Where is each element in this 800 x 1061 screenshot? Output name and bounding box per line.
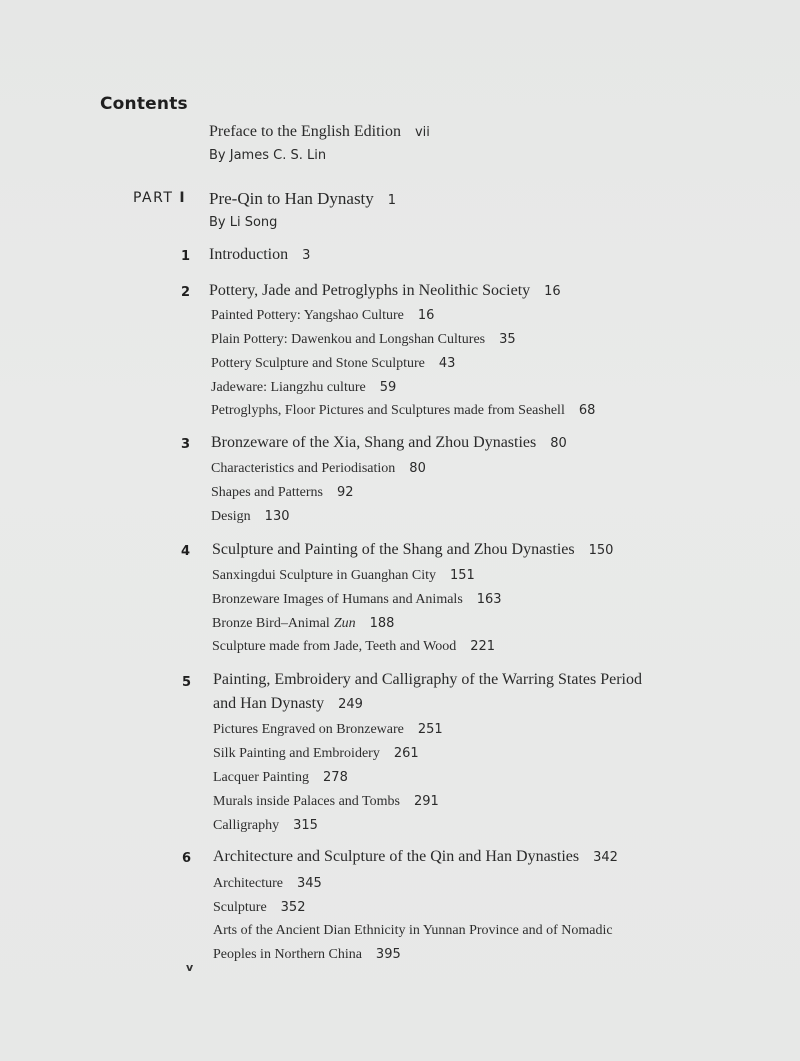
preface-byline: By James C. S. Lin	[209, 148, 327, 163]
section-entry	[212, 590, 502, 608]
section-page: 92	[336, 485, 354, 500]
chapter-5-page: 249	[338, 697, 363, 712]
section-title: Pottery Sculpture and Stone Sculpture	[211, 356, 425, 371]
section-title: Sculpture made from Jade, Teeth and Wood	[212, 639, 457, 654]
section-title: Petroglyphs, Floor Pictures and Sculptures made from Seashell	[211, 403, 565, 418]
section-title: Bronze Bird–Animal	[212, 616, 330, 631]
section-entry	[211, 354, 455, 372]
chapter-3-number: 3	[180, 437, 190, 452]
section-entry	[212, 614, 394, 632]
chapter-4-title: Sculpture and Painting of the Shang and Zhou Dynasties	[212, 541, 575, 558]
chapter-5-title: Painting, Embroidery and Calligraphy of the Warring States Period	[213, 671, 642, 688]
section-title: Sanxingdui Sculpture in Guanghan City	[212, 568, 436, 583]
section-page: 291	[413, 794, 439, 809]
chapter-6-entry	[213, 848, 618, 866]
chapter-5-title-line1	[213, 671, 642, 689]
page-number-footer: v	[186, 961, 194, 974]
section-page: 261	[393, 746, 419, 761]
section-page: 352	[280, 900, 306, 915]
section-page: 251	[417, 722, 443, 737]
section-page: 35	[499, 332, 516, 347]
chapter-2-entry	[209, 282, 561, 300]
section-title: Pictures Engraved on Bronzeware	[213, 722, 404, 737]
section-title: Jadeware: Liangzhu culture	[211, 380, 366, 395]
preface-entry	[209, 123, 430, 141]
section-title: Arts of the Ancient Dian Ethnicity in Yunnan Province and of Nomadic	[213, 923, 613, 938]
chapter-4-number: 4	[180, 544, 190, 559]
section-page: 151	[449, 568, 475, 583]
contents-heading: Contents	[100, 94, 188, 114]
chapter-3-page: 80	[550, 436, 567, 451]
section-entry	[211, 483, 354, 501]
part-page: 1	[387, 193, 397, 208]
chapter-2-number: 2	[180, 285, 190, 300]
chapter-5-title-line2	[213, 695, 363, 713]
chapter-4-page: 150	[588, 543, 614, 558]
section-entry	[213, 792, 439, 810]
section-title: Painted Pottery: Yangshao Culture	[211, 308, 404, 323]
section-entry	[211, 330, 516, 348]
section-page: 315	[293, 818, 318, 833]
section-entry	[211, 401, 595, 419]
section-title: Bronzeware Images of Humans and Animals	[212, 592, 463, 607]
section-page: 43	[438, 356, 456, 371]
section-title: Calligraphy	[213, 818, 280, 833]
chapter-5-title-cont: and Han Dynasty	[213, 695, 325, 712]
chapter-6-number: 6	[181, 851, 191, 866]
part-title-entry	[209, 189, 396, 209]
section-entry	[213, 816, 318, 834]
section-entry	[213, 768, 348, 786]
section-page: 163	[476, 592, 502, 607]
part-title: Pre-Qin to Han Dynasty	[209, 189, 374, 208]
section-title: Architecture	[213, 876, 283, 891]
section-entry	[212, 637, 495, 655]
section-entry-line1	[213, 921, 613, 939]
section-entry	[213, 744, 419, 762]
section-entry	[211, 459, 426, 477]
chapter-6-page: 342	[593, 850, 618, 865]
section-title: Plain Pottery: Dawenkou and Longshan Cultures	[211, 332, 486, 347]
section-entry	[211, 378, 396, 396]
section-title: Shapes and Patterns	[211, 485, 323, 500]
part-label	[133, 190, 186, 206]
chapter-2-title: Pottery, Jade and Petroglyphs in Neolithic Society	[209, 282, 531, 299]
preface-page: vii	[414, 125, 430, 140]
chapter-1-page: 3	[302, 248, 311, 263]
section-title: Design	[211, 509, 251, 524]
section-page: 68	[578, 403, 596, 418]
chapter-5-number: 5	[181, 675, 191, 690]
chapter-2-page: 16	[544, 284, 561, 299]
chapter-4-entry	[212, 541, 613, 559]
section-title: Silk Painting and Embroidery	[213, 746, 380, 761]
section-entry	[213, 898, 305, 916]
section-entry	[211, 306, 434, 324]
section-page: 16	[417, 308, 435, 323]
section-page: 345	[296, 876, 322, 891]
section-page: 130	[264, 509, 290, 524]
section-entry-line2	[213, 945, 401, 963]
chapter-1-number: 1	[180, 249, 190, 264]
chapter-3-title: Bronzeware of the Xia, Shang and Zhou Dynasties	[211, 434, 537, 451]
preface-title: Preface to the English Edition	[209, 123, 401, 140]
section-entry	[213, 720, 443, 738]
section-title: Lacquer Painting	[213, 770, 310, 785]
section-page: 278	[323, 770, 348, 785]
section-page: 59	[379, 380, 397, 395]
section-entry	[213, 874, 322, 892]
part-label-text: PART	[133, 190, 174, 206]
section-title: Murals inside Palaces and Tombs	[213, 794, 400, 809]
part-numeral: I	[179, 190, 187, 206]
section-title: Sculpture	[213, 900, 267, 915]
chapter-6-title: Architecture and Sculpture of the Qin and Han Dynasties	[213, 848, 580, 865]
section-title: Characteristics and Periodisation	[211, 461, 396, 476]
chapter-3-entry	[211, 434, 567, 452]
section-title-italic: Zun	[333, 616, 356, 631]
section-entry	[212, 566, 475, 584]
section-page: 188	[369, 616, 395, 631]
section-entry	[211, 507, 290, 525]
section-page: 80	[409, 461, 426, 476]
section-title-cont: Peoples in Northern China	[213, 947, 362, 962]
chapter-1-entry	[209, 246, 310, 264]
part-byline: By Li Song	[209, 215, 278, 230]
section-page: 395	[375, 947, 401, 962]
chapter-1-title: Introduction	[209, 246, 289, 263]
section-page: 221	[470, 639, 496, 654]
